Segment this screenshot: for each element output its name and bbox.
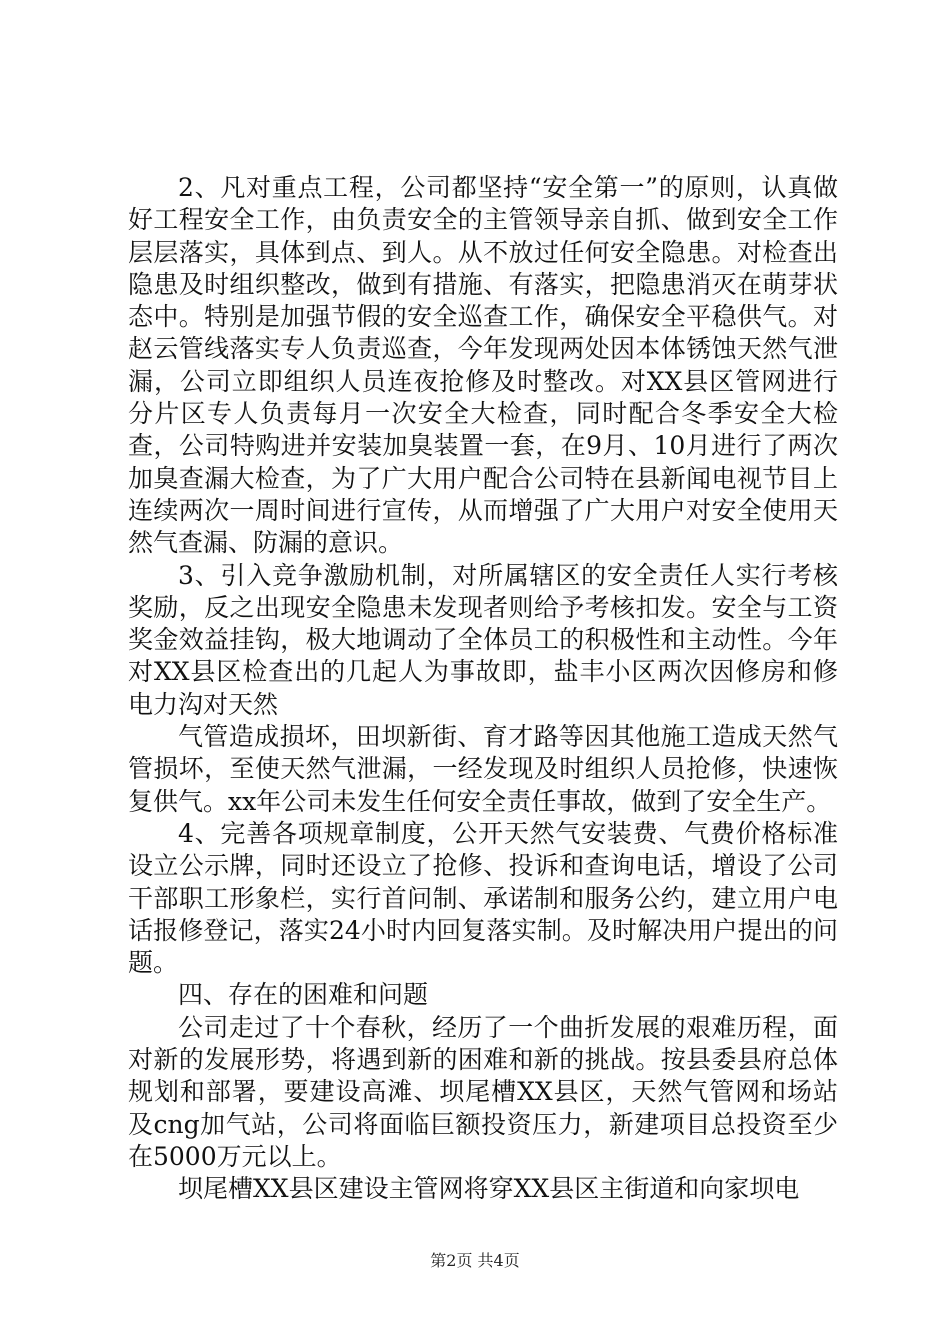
paragraph-pipe-damage: 气管造成损坏，田坝新街、育才路等因其他施工造成天然气管损坏，至使天然气泄漏，一经发现及时组织人员抢修，快速恢复供气。xx年公司未发生任何安全责任事故，做到了安全生产。 [128,722,838,816]
paragraph-main-pipeline: 坝尾槽XX县区建设主管网将穿XX县区主街道和向家坝电 [178,1174,800,1204]
paragraph-development-challenges: 公司走过了十个春秋，经历了一个曲折发展的艰难历程，面对新的发展形势，将遇到新的困难和新的挑战。按县委县府总体规划和部署，要建设高滩、坝尾槽XX县区，天然气管网和场站及cng加气站，公司将面临巨额投资压力，新建项目总投资至少在5000万元以上。 [128,1012,838,1171]
paragraph-rules-regulations: 4、完善各项规章制度，公开天然气安装费、气费价格标准设立公示牌，同时还设立了抢修、投诉和查询电话，增设了公司干部职工形象栏，实行首问制、承诺制和服务公约，建立用户电话报修登记，落实24小时内回复落实制。及时解决用户提出的问题。 [128,818,838,978]
section-heading-difficulties: 四、存在的困难和问题 [178,980,429,1010]
document-body [128,172,838,1206]
paragraph-safety-key-projects: 2、凡对重点工程，公司都坚持“安全第一”的原则，认真做好工程安全工作，由负责安全的主管领导亲自抓、做到安全工作层层落实，具体到点、到人。从不放过任何安全隐患。对检查出隐患及时组织整改，做到有措施、有落实，把隐患消灭在萌芽状态中。特别是加强节假的安全巡查工作，确保安全平稳供气。对赵云管线落实专人负责巡查，今年发现两处因本体锈蚀天然气泄漏，公司立即组织人员连夜抢修及时整改。对XX县区管网进行分片区专人负责每月一次安全大检查，同时配合冬季安全大检查，公司特购进并安装加臭装置一套，在9月、10月进行了两次加臭查漏大检查，为了广大用户配合公司特在县新闻电视节目上连续两次一周时间进行宣传，从而增强了广大用户对安全使用天然气查漏、防漏的意识。 [128,173,838,558]
page-number-footer: 第2页 共4页 [430,1251,520,1270]
paragraph-incentive-mechanism: 3、引入竞争激励机制，对所属辖区的安全责任人实行考核奖励，反之出现安全隐患未发现者则给予考核扣发。安全与工资奖金效益挂钩，极大地调动了全体员工的积极性和主动性。今年对XX县区检查出的几起人为事故即，盐丰小区两次因修房和修电力沟对天然 [128,560,838,719]
